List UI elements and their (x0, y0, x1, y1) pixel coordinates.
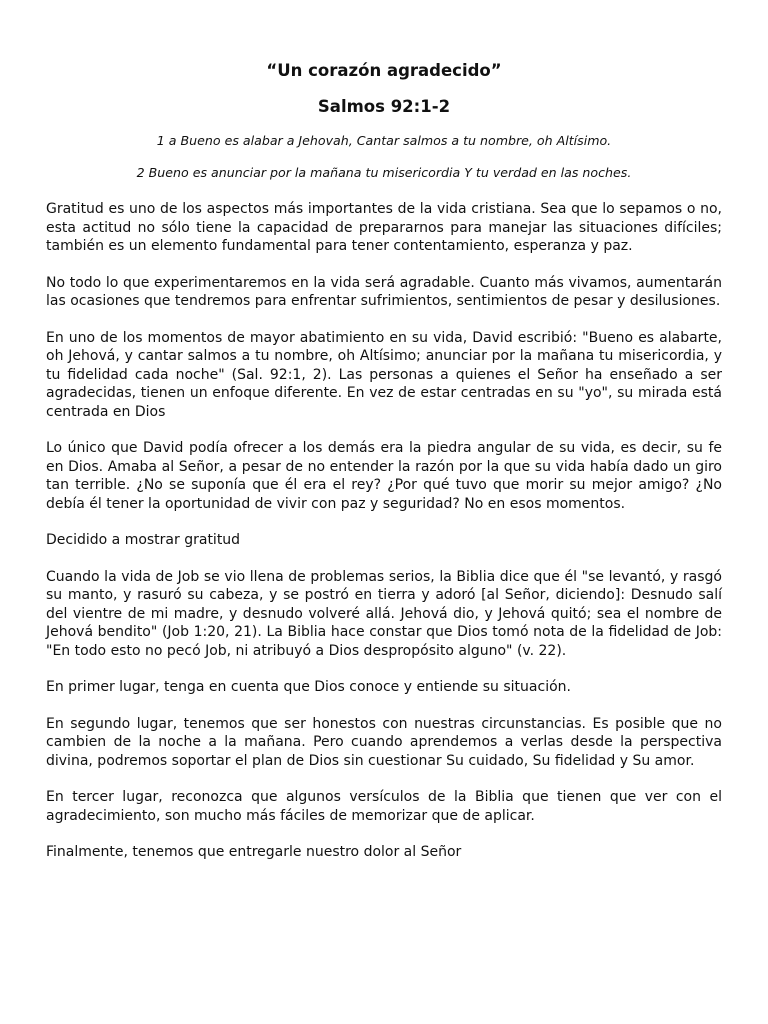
paragraph-david-foundation: Lo único que David podía ofrecer a los demás era la piedra angular de su vida, es decir, su fe en Dios. Amaba al Señor, a pesar de no entender la razón por la que su vida había dado un giro tan terrible. ¿No se suponía que él era el rey? ¿Por qué tuvo que morir su mejor amigo? ¿No debía él tener la oportunidad de vivir con paz y seguridad? No en esos momentos. (46, 440, 722, 512)
verse-1: 1 a Bueno es alabar a Jehovah, Cantar salmos a tu nombre, oh Altísimo. (156, 133, 612, 148)
verse-2: 2 Bueno es anunciar por la mañana tu misericordia Y tu verdad en las noches. (136, 165, 632, 180)
paragraph-not-all-pleasant: No todo lo que experimentaremos en la vida será agradable. Cuanto más vivamos, aumentarán las ocasiones que tendremos para enfrentar sufrimientos, sentimientos de pesar y desilusiones. (46, 274, 722, 309)
paragraph-job: Cuando la vida de Job se vio llena de problemas serios, la Biblia dice que él "se levantó, y rasgó su manto, y rasuró su cabeza, y se postró en tierra y adoró [al Señor, diciendo]: Desnudo salí del vientre de mi madre, y desnudo volveré allá. Jehová dio, y Jehová quitó; sea el nombre de Jehová bendito" (Job 1:20, 21). La Biblia hace constar que Dios tomó nota de la fidelidad de Job: "En todo esto no pecó Job, ni atribuyó a Dios despropósito alguno" (v. 22). (46, 568, 722, 659)
document-title: “Un corazón agradecido” (266, 61, 502, 80)
scripture-reference: Salmos 92:1-2 (317, 97, 451, 116)
paragraph-second-point: En segundo lugar, tenemos que ser honestos con nuestras circunstancias. Es posible que no cambien de la noche a la mañana. Pero cuando aprendemos a verlas desde la perspectiva divina, podremos soportar el plan de Dios sin cuestionar Su cuidado, Su fidelidad y Su amor. (46, 715, 722, 769)
document-page (46, 60, 722, 880)
paragraph-first-point: En primer lugar, tenga en cuenta que Dios conoce y entiende su situación. (46, 679, 571, 695)
paragraph-finally: Finalmente, tenemos que entregarle nuestro dolor al Señor (46, 844, 462, 860)
paragraph-third-point: En tercer lugar, reconozca que algunos versículos de la Biblia que tienen que ver con el agradecimiento, son mucho más fáciles de memorizar que de aplicar. (46, 789, 722, 824)
section-heading-gratitude: Decidido a mostrar gratitud (46, 532, 241, 548)
paragraph-gratitude: Gratitud es uno de los aspectos más importantes de la vida cristiana. Sea que lo sepamos o no, esta actitud no sólo tiene la capacidad de prepararnos para manejar las situaciones difíciles; también es un elemento fundamental para tener contentamiento, esperanza y paz. (46, 201, 722, 254)
paragraph-david-wrote: En uno de los momentos de mayor abatimiento en su vida, David escribió: "Bueno es alabarte, oh Jehová, y cantar salmos a tu nombre, oh Altísimo; anunciar por la mañana tu misericordia, y tu fidelidad cada noche" (Sal. 92:1, 2). Las personas a quienes el Señor ha enseñado a ser agradecidas, tienen un enfoque diferente. En vez de estar centradas en su "yo", su mirada está centrada en Dios (46, 329, 722, 420)
